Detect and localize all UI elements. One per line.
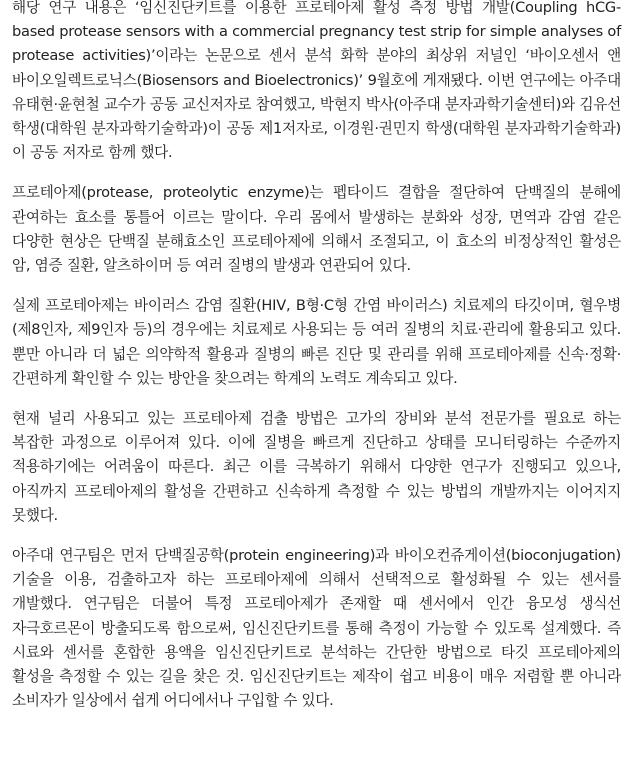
paragraph-detection-limits: 현재 널리 사용되고 있는 프로테아제 검출 방법은 고가의 장비와 분석 전문가를 필요로 하는 복잡한 과정으로 이루어져 있다. 이에 질병을 빠르게 진단하고 상태를 모니터링하는 수준까지 적용하기에는 어려움이 따른다. 최근 이를 극복하기 위해서 다양한 연구가 진행되고 있으나, 아직까지 프로테아제의 활성을 간편하고 신속하게 측정할 수 있는 방법의 개발까지는 이어지지 못했다. [12, 410, 621, 524]
paragraph-protease-therapeutics: 실제 프로테아제는 바이러스 감염 질환(HIV, B형·C형 간염 바이러스) 치료제의 타깃이며, 혈우병(제8인자, 제9인자 등)의 경우에는 치료제로 사용되는 등 여러 질병의 치료·관리에 활용되고 있다. 뿐만 아니라 더 넓은 의약학적 활용과 질병의 빠른 진단 및 관리를 위해 프로테아제를 신속·정확·간편하게 확인할 수 있는 방안을 찾으려는 학계의 노력도 계속되고 있다. [12, 297, 621, 387]
paragraph-research-method: 아주대 연구팀은 먼저 단백질공학(protein engineering)과 바이오컨쥬게이션(bioconjugation) 기술을 이용, 검출하고자 하는 프로테아제에 의해서 선택적으로 활성화될 수 있는 센서를 개발했다. 연구팀은 더불어 특정 프로테아제가 존재할 때 센서에서 인간 융모성 생식선 자극호르몬이 방출되도록 함으로써, 임신진단키트를 통해 측정이 가능할 수 있도록 설계했다. 즉 시료와 센서를 혼합한 용액을 임신진단키트로 분석하는 간단한 방법으로 타깃 프로테아제의 활성을 측정할 수 있는 길을 찾은 것. 임신진단키트는 제작이 쉽고 비용이 매우 저렴할 뿐 아니라 소비자가 일상에서 쉽게 어디에서나 구입할 수 있다. [12, 547, 621, 710]
paragraph-protease-definition: 프로테아제(protease, proteolytic enzyme)는 펩타이드 결합을 절단하여 단백질의 분해에 관여하는 효소를 통틀어 이르는 말이다. 우리 몸에서 발생하는 분화와 성장, 면역과 감염 같은 다양한 현상은 단백질 분해효소인 프로테아제에 의해서 조절되고, 이 효소의 비정상적인 활성은 암, 염증 질환, 알츠하이머 등 여러 질병의 발생과 연관되어 있다. [12, 184, 621, 275]
paragraph-publication: 해당 연구 내용은 ‘임신진단키트를 이용한 프로테아제 활성 측정 방법 개발(Coupling hCG-based protease sensors with a commercial pregnancy test strip for simple analyses of protease activities)’이라는 논문으로 센서 분석 화학 분야의 최상위 저널인 ‘바이오센서 앤 바이오일렉트로닉스(Biosensors and Bioelectronics)’ 9월호에 게재됐다. 이번 연구에는 아주대 유태현·윤현철 교수가 공동 교신저자로 참여했고, 박현지 박사(아주대 분자과학기술센터)와 김유선 학생(대학원 분자과학기술학과)이 공동 제1저자로, 이경원·권민지 학생(대학원 분자과학기술학과)이 공동 저자로 함께 했다. [12, 0, 621, 162]
